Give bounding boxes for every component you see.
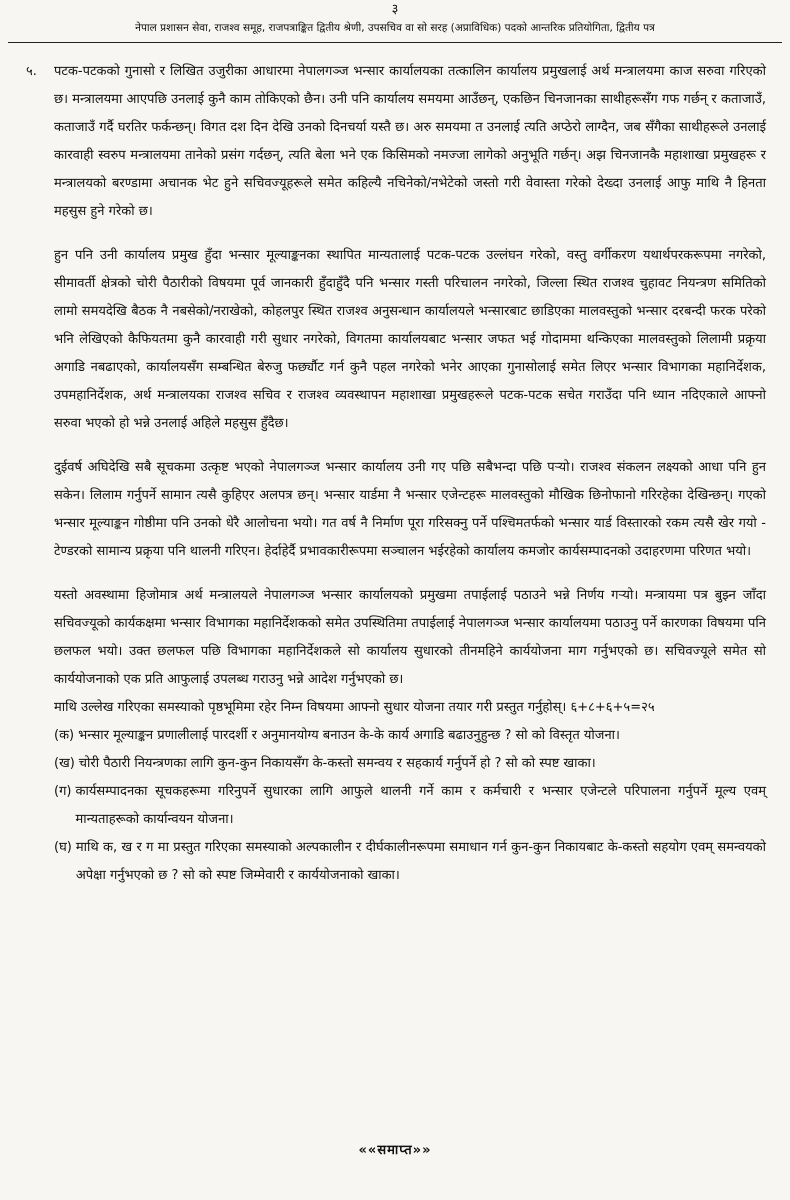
paragraph-1: पटक-पटकको गुनासो र लिखित उजुरीका आधारमा नेपालगञ्ज भन्सार कार्यालयका तत्कालिन कार्यालय प्रमुखलाई अर्थ मन्त्रालयमा काज सरुवा गरिएको छ। मन्त्रालयमा आएपछि उनलाई कुनै काम तोकिएको छैन। उनी पनि कार्यालय समयमा आउँछन्, एकछिन चिनजानका साथीहरूसँग गफ गर्छन् र कताजाउँ, कताजाउँ गर्दै घरतिर फर्कन्छन्। विगत दश दिन देखि उनको दिनचर्या यस्तै छ। अरु समयमा त उनलाई त्यति अप्ठेरो लाग्दैन, जब सँगैका साथीहरूले उनलाई कारवाही स्वरुप मन्त्रालयमा तानेको प्रसंग गर्दछन्, त्यति बेला भने एक किसिमको नमज्जा लागेको अनुभूति गर्छन्। अझ चिनजानकै महाशाखा प्रमुखहरू र मन्त्रालयको बरण्डामा अचानक भेट हुने सचिवज्यूहरूले समेत कहिल्यै नचिनेको/नभेटेको जस्तो गरी वेवास्ता गरेको देख्दा उनलाई आफु माथि नै हिनता महसुस हुने गरेको छ। — [54, 64, 766, 219]
subquestion-text: कार्यसम्पादनका सूचकहरूमा गरिनुपर्ने सुधारका लागि आफुले थालनी गर्ने काम र कर्मचारी र भन्सार एजेन्टले परिपालना गर्नुपर्ने मूल्य एवम् मान्यताहरूको कार्यान्वयन योजना। — [75, 784, 766, 827]
question-5 — [26, 58, 766, 890]
subquestion-label: (ग) — [54, 784, 72, 799]
question-body — [26, 58, 766, 890]
instruction: माथि उल्लेख गरिएका समस्याको पृष्ठभूमिमा रहेर निम्न विषयमा आफ्नो सुधार योजना तयार गरी प्रस्तुत गर्नुहोस्। ६+८+६+५=२५ — [54, 700, 655, 715]
page-number: ३ — [391, 2, 399, 17]
exam-header: नेपाल प्रशासन सेवा, राजश्व समूह, राजपत्राङ्कित द्वितीय श्रेणी, उपसचिव वा सो सरह (अप्राविधिक) पदको आन्तरिक प्रतियोगिता, द्वितीय पत्र — [135, 22, 655, 34]
subquestion-gha — [54, 834, 766, 890]
paragraph-2: हुन पनि उनी कार्यालय प्रमुख हुँदा भन्सार मूल्याङ्कनका स्थापित मान्यतालाई पटक-पटक उल्लंघन गरेको, वस्तु वर्गीकरण यथार्थपरकरूपमा नगरेको, सीमावर्ती क्षेत्रको चोरी पैठारीको विषयमा पूर्व जानकारी हुँदाहुँदै पनि भन्सार गस्ती परिचालन नगरेको, जिल्ला स्थित राजश्व चुहावट नियन्त्रण समितिको लामो समयदेखि बैठक नै नबसेको/नराखेको, कोहलपुर स्थित राजश्व अनुसन्धान कार्यालयले भन्सारबाट छाडिएका मालवस्तुको भन्सार दरबन्दी फरक परेको भनि लेखिएको कैफियतमा कुनै कारवाही गरी सुधार नगरेको, विगतमा कार्यालयबाट भन्सार जफत भई गोदाममा थन्किएका मालवस्तुको लिलामी प्रक्रृया अगाडि नबढाएको, कार्यालयसँग सम्बन्धित बेरुजु फर्छ्यौट गर्न कुनै पहल नगरेको भनेर आएका गुनासोलाई समेत लिएर भन्सार विभागका महानिर्देशक, उपमहानिर्देशक, अर्थ मन्त्रालयका राजश्व सचिव र राजश्व व्यवस्थापन महाशाखा प्रमुखहरूले पटक-पटक सचेत गराउँदा पनि ध्यान नदिएकाले आफ्नो सरुवा भएको हो भन्ने उनलाई अहिले महसुस हुँदैछ। — [54, 248, 766, 431]
end-marker: ««समाप्त»» — [358, 1143, 432, 1158]
subquestion-text: भन्सार मूल्याङ्कन प्रणालीलाई पारदर्शी र अनुमानयोग्य बनाउन के-के कार्य अगाडि बढाउनुहुन्छ ? सो को विस्तृत योजना। — [78, 728, 620, 743]
subquestion-ga — [54, 778, 766, 834]
paragraph-3: दुईवर्ष अघिदेखि सबै सूचकमा उत्कृष्ट भएको नेपालगञ्ज भन्सार कार्यालय उनी गए पछि सबैभन्दा पछि पर्‍यो। राजश्व संकलन लक्ष्यको आधा पनि हुन सकेन। लिलाम गर्नुपर्ने सामान त्यसै कुहिएर अलपत्र छन्। भन्सार यार्डमा नै भन्सार एजेन्टहरू मालवस्तुको मौखिक छिनोफानो गरिरहेका देखिन्छन्। गएको भन्सार मूल्याङ्कन गोष्ठीमा पनि उनको धेरै आलोचना भयो। गत वर्ष नै निर्माण पूरा गरिसक्नु पर्ने पश्चिमतर्फको भन्सार यार्ड विस्तारको रकम त्यसै खेर गयो - टेण्डरको सामान्य प्रक्रृया पनि थालनी गरिएन। हेर्दाहेर्दै प्रभावकारीरूपमा सञ्चालन भईरहेको कार्यालय कमजोर कार्यसम्पादनको उदाहरणमा परिणत भयो। — [54, 460, 766, 559]
subquestion-text: माथि क, ख र ग मा प्रस्तुत गरिएका समस्याको अल्पकालीन र दीर्घकालीनरूपमा समाधान गर्न कुन-कुन निकायबाट के-कस्तो सहयोग एवम् समन्वयको अपेक्षा गर्नुभएको छ ? सो को स्पष्ट जिम्मेवारी र कार्ययोजनाको खाका। — [75, 840, 766, 883]
header-divider — [8, 42, 782, 43]
paragraph-4: यस्तो अवस्थामा हिजोमात्र अर्थ मन्त्रालयले नेपालगञ्ज भन्सार कार्यालयको प्रमुखमा तपाईलाई पठाउने भन्ने निर्णय गर्‍यो। मन्त्रायमा पत्र बुझ्न जाँदा सचिवज्यूको कार्यकक्षमा भन्सार विभागका महानिर्देशकको समेत उपस्थितिमा तपाईलाई नेपालगञ्ज भन्सार कार्यालयमा पठाउनु पर्ने कारणका विषयमा पनि छलफल भयो। उक्त छलफल पछि विभागका महानिर्देशकले सो कार्यालय सुधारको तीनमहिने कार्ययोजना माग गर्नुभएको छ। सचिवज्यूले समेत सो कार्ययोजनाको एक प्रति आफुलाई उपलब्ध गराउनु भन्ने आदेश गर्नुभएको छ। — [54, 588, 766, 687]
subquestion-ka — [54, 722, 766, 750]
question-text — [54, 58, 766, 890]
subquestion-label: (ख) — [54, 756, 75, 771]
subquestion-text: चोरी पैठारी नियन्त्रणका लागि कुन-कुन निकायसँग के-कस्तो समन्वय र सहकार्य गर्नुपर्ने हो ? सो को स्पष्ट खाका। — [78, 756, 596, 771]
subquestion-label: (क) — [54, 728, 75, 743]
question-number: ५. — [26, 64, 37, 79]
subquestion-kha — [54, 750, 766, 778]
subquestion-label: (घ) — [54, 840, 72, 855]
